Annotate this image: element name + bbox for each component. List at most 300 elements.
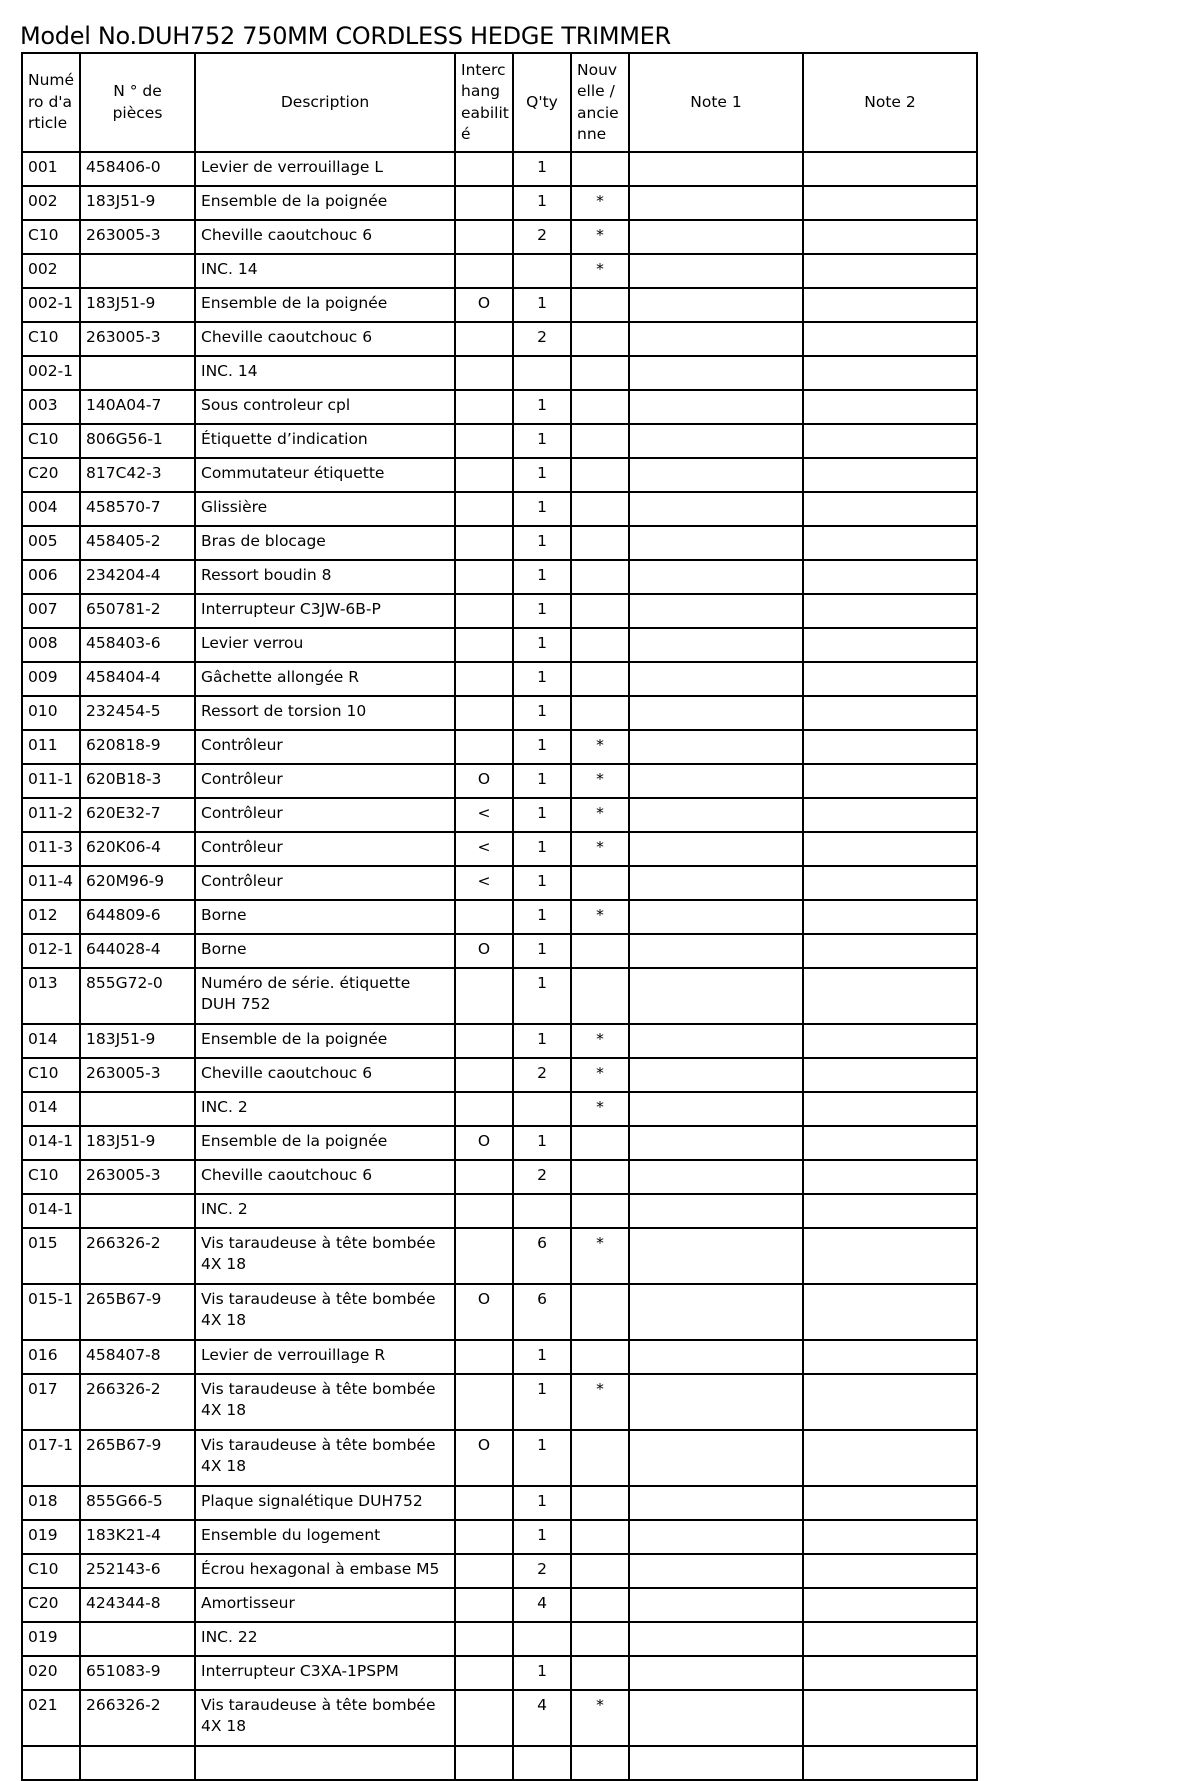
cell-interchangeability (455, 186, 513, 220)
cell-item-no: 003 (22, 390, 80, 424)
cell-note1 (629, 1058, 803, 1092)
cell-new-old (571, 1194, 629, 1228)
table-row (22, 1126, 977, 1160)
cell-qty (513, 1622, 571, 1656)
cell-note2 (803, 424, 977, 458)
cell-note2 (803, 322, 977, 356)
cell-qty: 1 (513, 390, 571, 424)
cell-item-no: C10 (22, 424, 80, 458)
cell-interchangeability (455, 560, 513, 594)
cell-qty: 1 (513, 1520, 571, 1554)
cell-item-no: C10 (22, 1058, 80, 1092)
cell-note2 (803, 696, 977, 730)
cell-qty: 1 (513, 560, 571, 594)
cell-description: INC. 22 (195, 1622, 455, 1656)
cell-note1 (629, 1690, 803, 1746)
cell-new-old (571, 492, 629, 526)
cell-new-old (571, 526, 629, 560)
table-row (22, 1486, 977, 1520)
cell-note1 (629, 526, 803, 560)
cell-note2 (803, 832, 977, 866)
cell-item-no: C10 (22, 322, 80, 356)
cell-item-no: 014-1 (22, 1194, 80, 1228)
table-row (22, 390, 977, 424)
cell-interchangeability (455, 220, 513, 254)
cell-description: Écrou hexagonal à embase M5 (195, 1554, 455, 1588)
cell-note1 (629, 288, 803, 322)
cell-qty (513, 1746, 571, 1780)
header-item-no: Numé ro d'a rticle (22, 53, 80, 152)
cell-item-no: 012 (22, 900, 80, 934)
cell-interchangeability (455, 900, 513, 934)
table-row (22, 1024, 977, 1058)
cell-interchangeability (455, 1092, 513, 1126)
cell-interchangeability (455, 1746, 513, 1780)
cell-note1 (629, 968, 803, 1024)
cell-item-no: 011-4 (22, 866, 80, 900)
cell-part-no: 644028-4 (80, 934, 195, 968)
header-description: Description (195, 53, 455, 152)
cell-qty: 1 (513, 662, 571, 696)
cell-new-old: * (571, 798, 629, 832)
cell-part-no: 620K06-4 (80, 832, 195, 866)
cell-interchangeability (455, 730, 513, 764)
cell-item-no: 014 (22, 1024, 80, 1058)
cell-note1 (629, 322, 803, 356)
cell-item-no: 011-1 (22, 764, 80, 798)
cell-interchangeability (455, 1588, 513, 1622)
cell-note2 (803, 798, 977, 832)
cell-qty: 2 (513, 1160, 571, 1194)
cell-note1 (629, 1160, 803, 1194)
cell-part-no (80, 1194, 195, 1228)
cell-qty: 1 (513, 1374, 571, 1430)
cell-interchangeability (455, 152, 513, 186)
cell-new-old: * (571, 1228, 629, 1284)
cell-interchangeability (455, 1058, 513, 1092)
table-row (22, 1520, 977, 1554)
cell-description: Contrôleur (195, 866, 455, 900)
cell-interchangeability (455, 1340, 513, 1374)
cell-item-no: 016 (22, 1340, 80, 1374)
cell-description: Levier verrou (195, 628, 455, 662)
cell-new-old (571, 288, 629, 322)
page-title: Model No.DUH752 750MM CORDLESS HEDGE TRIMMER (20, 22, 671, 50)
cell-item-no: 002 (22, 186, 80, 220)
table-row (22, 1622, 977, 1656)
cell-note1 (629, 1228, 803, 1284)
table-row (22, 730, 977, 764)
cell-note2 (803, 968, 977, 1024)
cell-note1 (629, 1656, 803, 1690)
cell-item-no: 007 (22, 594, 80, 628)
cell-new-old (571, 1284, 629, 1340)
cell-part-no: 265B67-9 (80, 1430, 195, 1486)
cell-interchangeability: < (455, 866, 513, 900)
parts-table-container (21, 52, 976, 1735)
cell-item-no: C10 (22, 1554, 80, 1588)
cell-interchangeability (455, 1690, 513, 1746)
cell-note2 (803, 764, 977, 798)
cell-note1 (629, 594, 803, 628)
cell-note1 (629, 662, 803, 696)
cell-interchangeability: O (455, 288, 513, 322)
cell-qty: 1 (513, 288, 571, 322)
cell-note2 (803, 594, 977, 628)
cell-qty: 1 (513, 1340, 571, 1374)
cell-new-old (571, 1622, 629, 1656)
cell-description: Vis taraudeuse à tête bombée 4X 18 (195, 1228, 455, 1284)
cell-new-old (571, 1746, 629, 1780)
cell-qty: 1 (513, 594, 571, 628)
cell-item-no: 006 (22, 560, 80, 594)
cell-note2 (803, 1656, 977, 1690)
table-row (22, 1374, 977, 1430)
cell-qty (513, 356, 571, 390)
cell-item-no: 004 (22, 492, 80, 526)
cell-interchangeability (455, 1486, 513, 1520)
cell-interchangeability (455, 492, 513, 526)
cell-qty: 1 (513, 730, 571, 764)
cell-description: Commutateur étiquette (195, 458, 455, 492)
table-row (22, 832, 977, 866)
cell-new-old: * (571, 730, 629, 764)
cell-item-no: C10 (22, 1160, 80, 1194)
cell-part-no: 266326-2 (80, 1228, 195, 1284)
cell-part-no: 183J51-9 (80, 1126, 195, 1160)
cell-note2 (803, 1284, 977, 1340)
cell-item-no: 002 (22, 254, 80, 288)
cell-note2 (803, 492, 977, 526)
cell-part-no: 620E32-7 (80, 798, 195, 832)
table-row (22, 1058, 977, 1092)
cell-new-old (571, 662, 629, 696)
cell-part-no: 234204-4 (80, 560, 195, 594)
cell-note2 (803, 1058, 977, 1092)
cell-qty: 4 (513, 1588, 571, 1622)
table-row (22, 1160, 977, 1194)
cell-note1 (629, 1746, 803, 1780)
cell-note1 (629, 900, 803, 934)
cell-note1 (629, 1194, 803, 1228)
cell-qty: 1 (513, 696, 571, 730)
cell-note1 (629, 798, 803, 832)
cell-item-no: 011-3 (22, 832, 80, 866)
cell-part-no: 263005-3 (80, 1160, 195, 1194)
cell-new-old: * (571, 832, 629, 866)
cell-item-no: 015-1 (22, 1284, 80, 1340)
cell-new-old (571, 968, 629, 1024)
cell-part-no (80, 254, 195, 288)
header-interchangeability: Interc hang eabilit é (455, 53, 513, 152)
cell-new-old (571, 560, 629, 594)
cell-note2 (803, 1746, 977, 1780)
cell-part-no: 424344-8 (80, 1588, 195, 1622)
header-qty: Q'ty (513, 53, 571, 152)
cell-note1 (629, 1622, 803, 1656)
cell-interchangeability (455, 594, 513, 628)
cell-note2 (803, 730, 977, 764)
cell-interchangeability: < (455, 832, 513, 866)
cell-description: Cheville caoutchouc 6 (195, 1058, 455, 1092)
cell-interchangeability (455, 1228, 513, 1284)
cell-part-no: 252143-6 (80, 1554, 195, 1588)
cell-qty: 2 (513, 322, 571, 356)
cell-part-no: 855G66-5 (80, 1486, 195, 1520)
table-row (22, 1284, 977, 1340)
cell-interchangeability (455, 390, 513, 424)
cell-note1 (629, 1024, 803, 1058)
cell-note2 (803, 1024, 977, 1058)
cell-item-no (22, 1746, 80, 1780)
table-row (22, 1690, 977, 1746)
cell-description: Ensemble du logement (195, 1520, 455, 1554)
cell-part-no (80, 356, 195, 390)
cell-item-no: 014-1 (22, 1126, 80, 1160)
cell-interchangeability (455, 1024, 513, 1058)
cell-note1 (629, 186, 803, 220)
cell-item-no: 002-1 (22, 356, 80, 390)
cell-item-no: 011 (22, 730, 80, 764)
cell-interchangeability (455, 696, 513, 730)
cell-new-old (571, 1554, 629, 1588)
cell-qty: 1 (513, 186, 571, 220)
cell-qty: 2 (513, 1058, 571, 1092)
header-part-no: N ° de pièces (80, 53, 195, 152)
cell-note1 (629, 1284, 803, 1340)
cell-part-no (80, 1746, 195, 1780)
cell-description: Contrôleur (195, 730, 455, 764)
cell-note2 (803, 526, 977, 560)
cell-item-no: 017-1 (22, 1430, 80, 1486)
cell-qty: 1 (513, 526, 571, 560)
cell-note2 (803, 1486, 977, 1520)
cell-new-old (571, 390, 629, 424)
cell-note2 (803, 1430, 977, 1486)
cell-interchangeability (455, 1160, 513, 1194)
cell-qty: 2 (513, 1554, 571, 1588)
cell-description: Vis taraudeuse à tête bombée 4X 18 (195, 1430, 455, 1486)
cell-interchangeability: O (455, 934, 513, 968)
table-row (22, 492, 977, 526)
table-row (22, 764, 977, 798)
cell-note1 (629, 832, 803, 866)
cell-note2 (803, 186, 977, 220)
cell-description: Interrupteur C3XA-1PSPM (195, 1656, 455, 1690)
cell-note2 (803, 1194, 977, 1228)
cell-part-no: 140A04-7 (80, 390, 195, 424)
cell-part-no: 266326-2 (80, 1374, 195, 1430)
cell-qty (513, 1092, 571, 1126)
cell-description: Ensemble de la poignée (195, 1024, 455, 1058)
cell-part-no: 644809-6 (80, 900, 195, 934)
cell-description: Ensemble de la poignée (195, 186, 455, 220)
cell-interchangeability: < (455, 798, 513, 832)
cell-note2 (803, 458, 977, 492)
table-row (22, 900, 977, 934)
cell-item-no: 010 (22, 696, 80, 730)
cell-note2 (803, 1228, 977, 1284)
cell-description: Sous controleur cpl (195, 390, 455, 424)
cell-item-no: 001 (22, 152, 80, 186)
cell-interchangeability (455, 356, 513, 390)
cell-description: Vis taraudeuse à tête bombée 4X 18 (195, 1284, 455, 1340)
cell-interchangeability (455, 1622, 513, 1656)
cell-note2 (803, 254, 977, 288)
cell-description: Cheville caoutchouc 6 (195, 322, 455, 356)
cell-interchangeability (455, 1194, 513, 1228)
cell-new-old (571, 458, 629, 492)
cell-new-old (571, 696, 629, 730)
table-row (22, 560, 977, 594)
cell-new-old: * (571, 764, 629, 798)
table-row (22, 1588, 977, 1622)
cell-description: Contrôleur (195, 798, 455, 832)
table-row (22, 220, 977, 254)
cell-note2 (803, 662, 977, 696)
cell-note2 (803, 560, 977, 594)
cell-part-no: 458407-8 (80, 1340, 195, 1374)
cell-interchangeability: O (455, 1284, 513, 1340)
cell-note2 (803, 1588, 977, 1622)
cell-part-no: 620M96-9 (80, 866, 195, 900)
cell-qty: 1 (513, 1430, 571, 1486)
cell-item-no: 002-1 (22, 288, 80, 322)
cell-note1 (629, 934, 803, 968)
cell-item-no: 008 (22, 628, 80, 662)
cell-note2 (803, 1690, 977, 1746)
cell-description: Plaque signalétique DUH752 (195, 1486, 455, 1520)
cell-description: INC. 2 (195, 1194, 455, 1228)
cell-interchangeability (455, 1554, 513, 1588)
cell-qty: 1 (513, 458, 571, 492)
cell-description: INC. 14 (195, 356, 455, 390)
cell-part-no: 266326-2 (80, 1690, 195, 1746)
cell-item-no: 013 (22, 968, 80, 1024)
cell-item-no: 018 (22, 1486, 80, 1520)
cell-description: Levier de verrouillage R (195, 1340, 455, 1374)
cell-item-no: 005 (22, 526, 80, 560)
table-row (22, 322, 977, 356)
cell-note1 (629, 730, 803, 764)
table-row (22, 934, 977, 968)
cell-note2 (803, 1374, 977, 1430)
table-row (22, 1092, 977, 1126)
cell-note2 (803, 1126, 977, 1160)
table-row (22, 1656, 977, 1690)
cell-description: Vis taraudeuse à tête bombée 4X 18 (195, 1374, 455, 1430)
cell-new-old (571, 1430, 629, 1486)
cell-interchangeability (455, 458, 513, 492)
cell-note1 (629, 1374, 803, 1430)
cell-interchangeability (455, 254, 513, 288)
cell-note1 (629, 866, 803, 900)
cell-qty: 1 (513, 798, 571, 832)
table-header-row (22, 53, 977, 152)
cell-part-no: 855G72-0 (80, 968, 195, 1024)
cell-qty: 1 (513, 934, 571, 968)
cell-interchangeability (455, 322, 513, 356)
cell-new-old: * (571, 1058, 629, 1092)
cell-qty: 6 (513, 1284, 571, 1340)
cell-note2 (803, 628, 977, 662)
cell-qty: 1 (513, 1024, 571, 1058)
cell-new-old (571, 1520, 629, 1554)
cell-part-no: 458404-4 (80, 662, 195, 696)
cell-part-no: 183K21-4 (80, 1520, 195, 1554)
header-note2: Note 2 (803, 53, 977, 152)
cell-qty (513, 1194, 571, 1228)
cell-item-no: C20 (22, 458, 80, 492)
cell-part-no: 458403-6 (80, 628, 195, 662)
table-row (22, 356, 977, 390)
table-row (22, 1746, 977, 1780)
cell-note1 (629, 1340, 803, 1374)
cell-interchangeability (455, 968, 513, 1024)
cell-new-old (571, 594, 629, 628)
cell-note2 (803, 1520, 977, 1554)
cell-part-no: 458405-2 (80, 526, 195, 560)
cell-description: Glissière (195, 492, 455, 526)
cell-part-no: 183J51-9 (80, 1024, 195, 1058)
cell-note1 (629, 696, 803, 730)
cell-note1 (629, 424, 803, 458)
cell-qty: 1 (513, 628, 571, 662)
cell-part-no: 263005-3 (80, 1058, 195, 1092)
cell-qty: 1 (513, 764, 571, 798)
cell-qty: 1 (513, 152, 571, 186)
cell-part-no: 458406-0 (80, 152, 195, 186)
table-row (22, 424, 977, 458)
cell-qty: 6 (513, 1228, 571, 1284)
cell-note2 (803, 866, 977, 900)
table-row (22, 696, 977, 730)
cell-item-no: 021 (22, 1690, 80, 1746)
cell-qty: 1 (513, 1656, 571, 1690)
cell-note2 (803, 220, 977, 254)
cell-description: Contrôleur (195, 832, 455, 866)
cell-new-old (571, 934, 629, 968)
cell-new-old: * (571, 1092, 629, 1126)
cell-note1 (629, 1520, 803, 1554)
cell-note1 (629, 254, 803, 288)
cell-qty: 1 (513, 968, 571, 1024)
cell-description: Bras de blocage (195, 526, 455, 560)
cell-new-old (571, 1126, 629, 1160)
cell-description: Vis taraudeuse à tête bombée 4X 18 (195, 1690, 455, 1746)
cell-description: INC. 2 (195, 1092, 455, 1126)
cell-qty: 1 (513, 900, 571, 934)
cell-description: Cheville caoutchouc 6 (195, 220, 455, 254)
cell-part-no: 263005-3 (80, 322, 195, 356)
cell-note1 (629, 764, 803, 798)
cell-note2 (803, 1160, 977, 1194)
cell-description: Amortisseur (195, 1588, 455, 1622)
cell-part-no (80, 1092, 195, 1126)
cell-description: Numéro de série. étiquette DUH 752 (195, 968, 455, 1024)
cell-interchangeability (455, 662, 513, 696)
cell-note1 (629, 390, 803, 424)
cell-part-no: 620818-9 (80, 730, 195, 764)
table-row (22, 1340, 977, 1374)
cell-note1 (629, 356, 803, 390)
table-body (22, 152, 977, 1780)
table-row (22, 288, 977, 322)
cell-qty: 4 (513, 1690, 571, 1746)
cell-note2 (803, 1554, 977, 1588)
table-row (22, 798, 977, 832)
cell-item-no: 019 (22, 1622, 80, 1656)
